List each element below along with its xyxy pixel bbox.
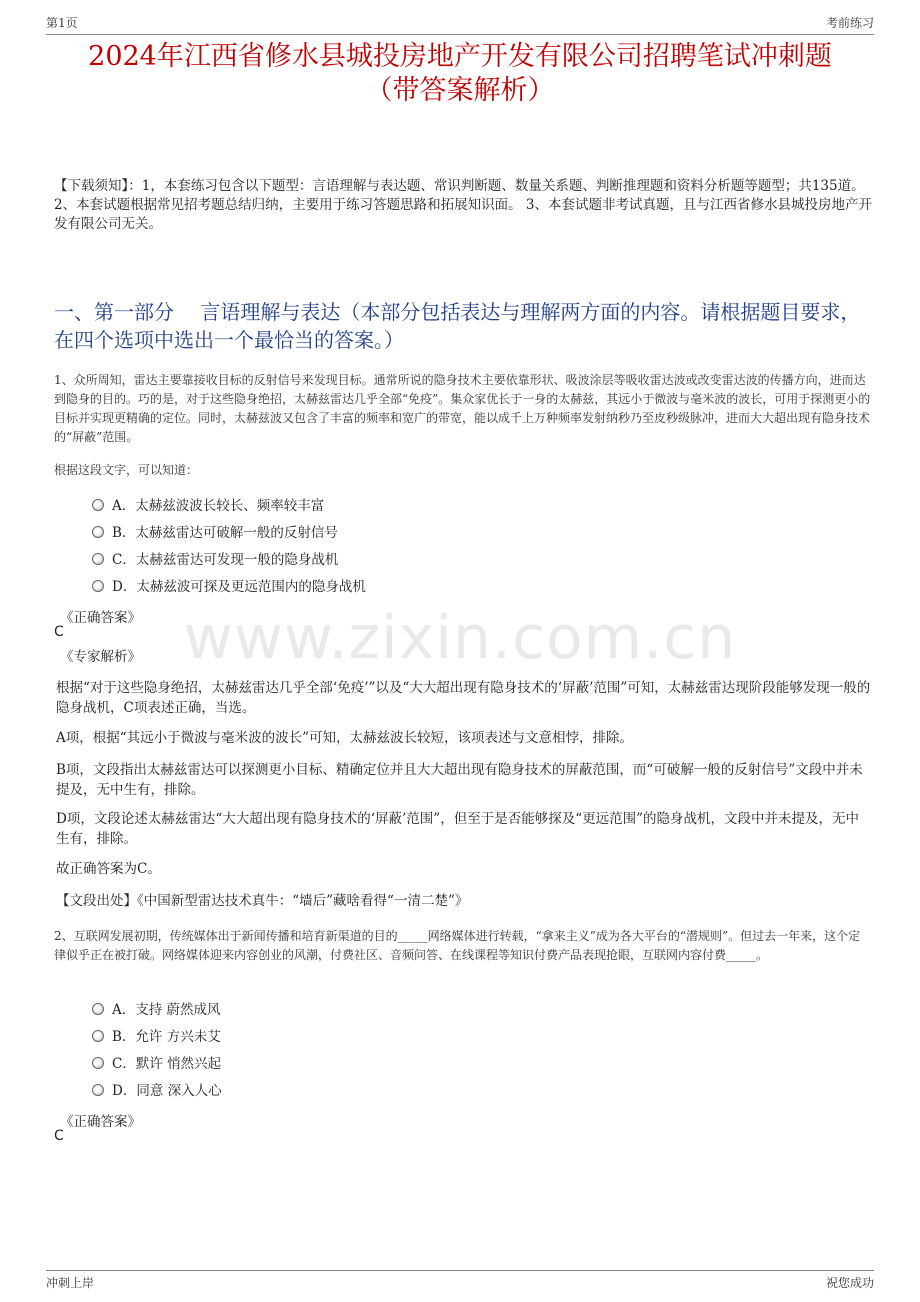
q1-analysis-paragraph: D项，文段论述太赫兹雷达“大大超出现有隐身技术的‘屏蔽’范围”，但至于是否能够探及“更远范围”的隐身战机，文段中并未提及，无中生有，排除。 bbox=[56, 811, 860, 847]
q1-option-d[interactable]: D．太赫兹波可探及更远范围内的隐身战机 bbox=[92, 578, 366, 596]
radio-icon[interactable] bbox=[92, 1057, 104, 1069]
footer-left: 冲刺上岸 bbox=[46, 1276, 95, 1290]
page-number: 第1页 bbox=[46, 16, 78, 30]
document-title bbox=[40, 40, 880, 108]
radio-icon[interactable] bbox=[92, 1030, 104, 1042]
question-1-prompt: 根据这段文字，可以知道： bbox=[54, 463, 199, 477]
q1-source: 【文段出处】《中国新型雷达技术真牛：“墙后”藏啥看得“一清二楚”》 bbox=[56, 893, 469, 909]
q2-option-c[interactable]: C．默许 悄然兴起 bbox=[92, 1055, 221, 1073]
q2-option-a[interactable]: A．支持 蔚然成风 bbox=[92, 1001, 221, 1019]
q1-analysis-paragraph: B项，文段指出太赫兹雷达可以探测更小目标、精确定位并且大大超出现有隐身技术的屏蔽范围，而“可破解一般的反射信号”文段中并未提及，无中生有，排除。 bbox=[56, 762, 863, 798]
page-footer bbox=[46, 1270, 874, 1291]
download-notice: 【下载须知】：1，本套练习包含以下题型：言语理解与表达题、常识判断题、数量关系题、判断推理题和资料分析题等题型；共135道。 2、本套试题根据常见招考题总结归纳，主要用于练习答题思路和拓展知识面。 3、本套试题非考试真题，且与江西省修水县城投房地产开发有限公司无关。 bbox=[54, 178, 872, 232]
radio-icon[interactable] bbox=[92, 1084, 104, 1096]
q2-answer-value: C bbox=[54, 1128, 64, 1144]
q2-answer-label: 《正确答案》 bbox=[60, 1114, 141, 1130]
q1-option-c[interactable]: C．太赫兹雷达可发现一般的隐身战机 bbox=[92, 551, 338, 569]
page-header bbox=[46, 14, 874, 35]
q2-option-b[interactable]: B．允许 方兴未艾 bbox=[92, 1028, 221, 1046]
radio-icon[interactable] bbox=[92, 526, 104, 538]
title-line-1: 2024年江西省修水县城投房地产开发有限公司招聘笔试冲刺题 bbox=[88, 41, 832, 72]
q1-conclusion: 故正确答案为C。 bbox=[56, 861, 161, 877]
radio-icon[interactable] bbox=[92, 553, 104, 565]
q1-analysis-paragraph: 根据“对于这些隐身绝招，太赫兹雷达几乎全部‘免疫’”以及“大大超出现有隐身技术的‘屏蔽’范围”可知，太赫兹雷达现阶段能够发现一般的隐身战机，C项表述正确，当选。 bbox=[56, 680, 871, 716]
header-tag: 考前练习 bbox=[825, 16, 874, 30]
question-1-text: 1、众所周知，雷达主要靠接收目标的反射信号来发现目标。通常所说的隐身技术主要依靠形状、吸波涂层等吸收雷达波或改变雷达波的传播方向，进而达到隐身的目的。巧的是，对于这些隐身绝招，太赫兹雷达几乎全部“免疫”。集众家优长于一身的太赫兹，其远小于微波与毫米波的波长，可用于探测更小的目标并实现更精确的定位。同时，太赫兹波又包含了丰富的频率和宽广的带宽，能以成千上万种频率发射纳秒乃至皮秒级脉冲，进而大大超出现有隐身技术的“屏蔽”范围。 bbox=[54, 373, 871, 444]
radio-icon[interactable] bbox=[92, 1003, 104, 1015]
q1-option-a[interactable]: A．太赫兹波波长较长、频率较丰富 bbox=[92, 497, 324, 515]
q2-option-d[interactable]: D．同意 深入人心 bbox=[92, 1082, 222, 1100]
radio-icon[interactable] bbox=[92, 580, 104, 592]
q1-option-b[interactable]: B．太赫兹雷达可破解一般的反射信号 bbox=[92, 524, 338, 542]
section-heading: 一、第一部分 言语理解与表达（本部分包括表达与理解两方面的内容。请根据题目要求，在四个选项中选出一个最恰当的答案。） bbox=[54, 300, 861, 352]
q1-analysis-label: 《专家解析》 bbox=[60, 649, 141, 665]
title-line-2: （带答案解析） bbox=[365, 75, 555, 106]
watermark: www.zixin.com.cn bbox=[183, 603, 737, 673]
q1-answer-value: C bbox=[54, 624, 64, 640]
radio-icon[interactable] bbox=[92, 499, 104, 511]
question-2-text: 2、互联网发展初期，传统媒体出于新闻传播和培育新渠道的目的_____网络媒体进行转载，“拿来主义”成为各大平台的“潜规则”。但过去一年来，这个定律似乎正在被打破。网络媒体迎来内容创业的风潮，付费社区、音频问答、在线课程等知识付费产品表现抢眼，互联网内容付费_____。 bbox=[54, 929, 861, 962]
q1-analysis-paragraph: A项，根据“其远小于微波与毫米波的波长”可知，太赫兹波长较短，该项表述与文意相悖，排除。 bbox=[56, 730, 634, 746]
footer-right: 祝您成功 bbox=[825, 1276, 874, 1290]
q1-answer-label: 《正确答案》 bbox=[60, 610, 141, 626]
